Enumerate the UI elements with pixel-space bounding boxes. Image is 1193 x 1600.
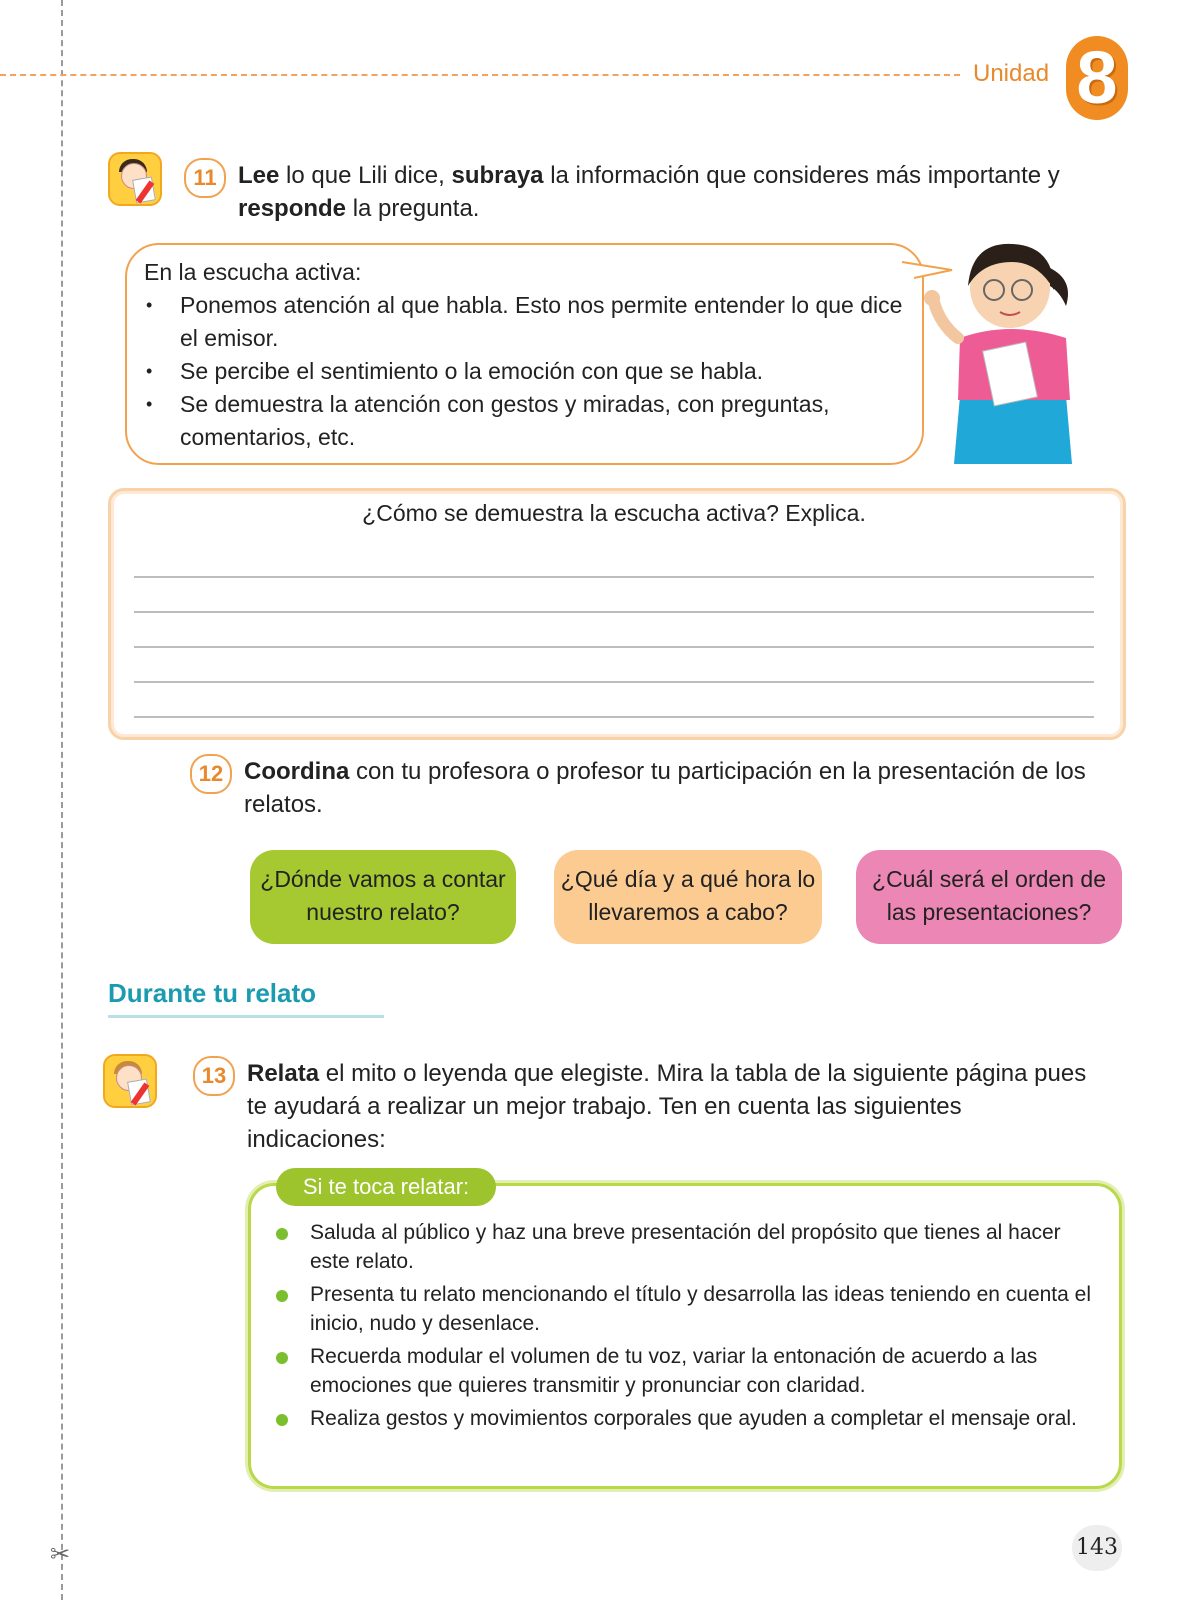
cut-line xyxy=(61,0,63,1600)
activity-11-instruction: Lee lo que Lili dice, subraya la información que consideres más importante y responde la pregunta. xyxy=(238,162,1060,222)
activity-number-badge: 13 xyxy=(193,1056,235,1096)
page-number: 143 xyxy=(1072,1525,1122,1571)
answer-line[interactable] xyxy=(134,576,1094,578)
tip-item: Realiza gestos y movimientos corporales que ayuden a completar el mensaje oral. xyxy=(272,1404,1102,1433)
option-card-where: ¿Dónde vamos a contar nuestro relato? xyxy=(250,850,516,944)
unit-label: Unidad xyxy=(973,60,1050,87)
answer-question: ¿Cómo se demuestra la escucha activa? Explica. xyxy=(362,500,866,526)
activity-number-badge: 12 xyxy=(190,754,232,794)
bubble-item: • Ponemos atención al que habla. Esto nos permite entender lo que dice el emisor. xyxy=(144,289,904,355)
option-card-when: ¿Qué día y a qué hora lo llevaremos a cabo? xyxy=(554,850,822,944)
activity-13-instruction: Relata el mito o leyenda que elegiste. Mira la tabla de la siguiente página pues te ayudará a realizar un mejor trabajo. Ten en cuenta las siguientes indicaciones: xyxy=(247,1060,1087,1153)
tip-item: Saluda al público y haz una breve presentación del propósito que tienes al hacer este relato. xyxy=(272,1218,1102,1276)
tips-list xyxy=(272,1218,1102,1437)
unit-number-badge: 8 xyxy=(1066,36,1128,120)
activity-number-badge: 11 xyxy=(184,158,226,198)
scissors-icon: ✂ xyxy=(50,1540,71,1568)
answer-line[interactable] xyxy=(134,716,1094,718)
tip-item: Recuerda modular el volumen de tu voz, variar la entonación de acuerdo a las emociones que quieres transmitir y pronunciar con claridad. xyxy=(272,1342,1102,1400)
bubble-item: • Se percibe el sentimiento o la emoción con que se habla. xyxy=(144,355,904,388)
section-heading: Durante tu relato xyxy=(108,978,317,1008)
bubble-title: En la escucha activa: xyxy=(144,259,362,285)
answer-line[interactable] xyxy=(134,611,1094,613)
section-rule xyxy=(108,1015,384,1018)
student-boy-icon xyxy=(103,1054,157,1108)
girl-illustration xyxy=(920,228,1100,468)
answer-line[interactable] xyxy=(134,681,1094,683)
header-rule xyxy=(0,74,960,76)
tips-label: Si te toca relatar: xyxy=(276,1168,496,1206)
bubble-list xyxy=(144,289,904,454)
answer-line[interactable] xyxy=(134,646,1094,648)
student-girl-icon xyxy=(108,152,162,206)
option-card-order: ¿Cuál será el orden de las presentaciones? xyxy=(856,850,1122,944)
activity-12-instruction: Coordina con tu profesora o profesor tu participación en la presentación de los relatos. xyxy=(244,758,1086,818)
bubble-item: • Se demuestra la atención con gestos y miradas, con preguntas, comentarios, etc. xyxy=(144,388,904,454)
tip-item: Presenta tu relato mencionando el título y desarrolla las ideas teniendo en cuenta el inicio, nudo y desenlace. xyxy=(272,1280,1102,1338)
